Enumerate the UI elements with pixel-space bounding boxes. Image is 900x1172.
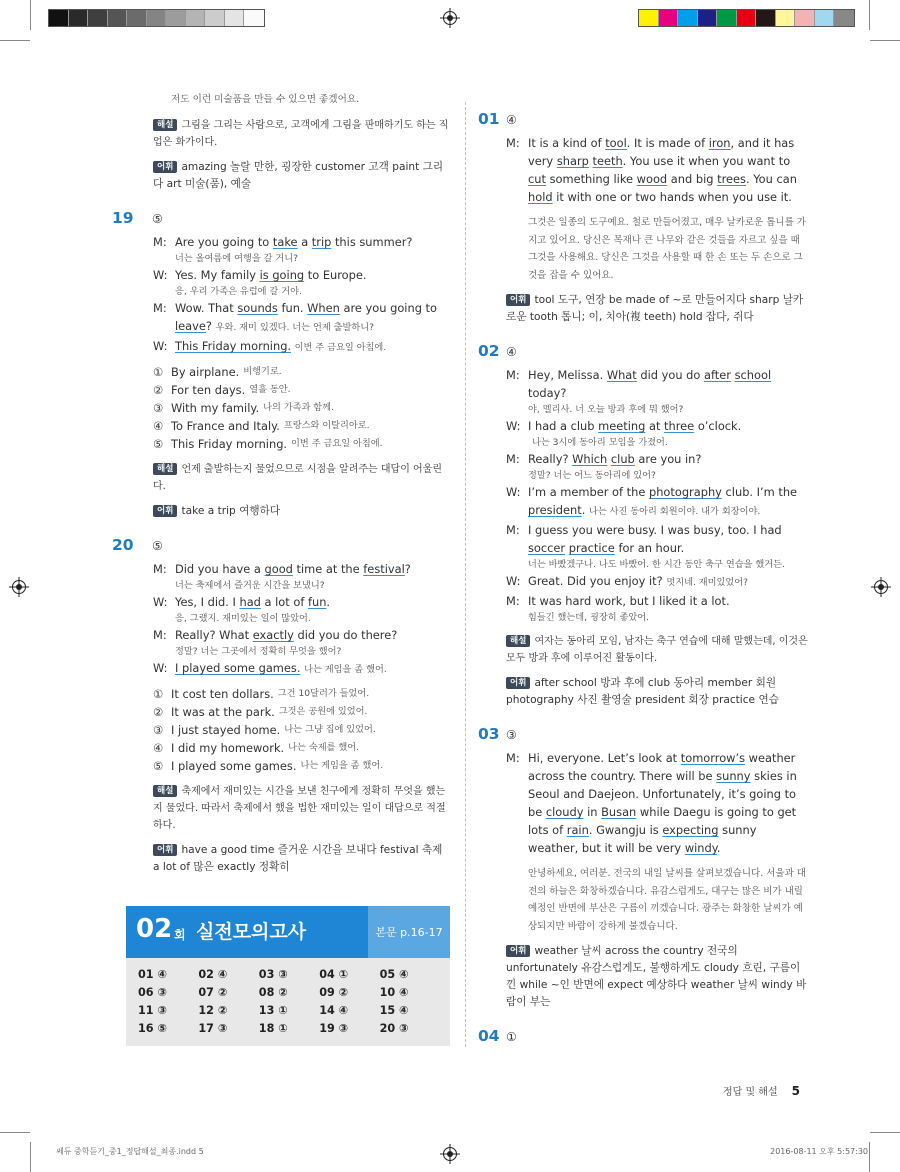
option-translation: 그건 10달러가 들었어.	[277, 688, 370, 699]
question-01-header: 01 ④	[478, 110, 517, 128]
option-translation: 열흘 동안.	[249, 384, 291, 395]
answer-cell: 04 ①	[319, 968, 349, 981]
option-number: ①	[153, 365, 164, 379]
crop-mark	[30, 1142, 31, 1172]
option-number: ②	[153, 383, 164, 397]
question-number: 19	[112, 209, 134, 227]
option-text: For ten days.	[171, 383, 246, 397]
answer-cell: 03 ③	[258, 968, 288, 981]
answer-cell: 18 ①	[258, 1022, 288, 1035]
option-number: ②	[153, 705, 164, 719]
right-column	[478, 102, 810, 1051]
answer-cell: 17 ③	[198, 1022, 228, 1035]
explanation: 해설 여자는 동아리 모임, 남자는 축구 연습에 대해 말했는데, 이것은 모두 방과 후에 이루어진 활동이다.	[506, 636, 808, 664]
page-reference: 본문 p.16-17	[368, 906, 450, 958]
vocab-note: 어휘 amazing 놀랄 만한, 굉장한 customer 고객 paint 그리다 art 미술(품), 예술	[153, 161, 444, 190]
dialogue-line: W: Yes, I did. I had a lot of fun. 응, 그랬지. 재미있는 일이 많았어.	[153, 595, 331, 624]
crop-mark	[0, 1132, 30, 1133]
crop-mark	[0, 40, 30, 41]
footer-label: 정답 및 해설	[722, 1087, 778, 1098]
grayscale-color-bar	[48, 9, 265, 27]
slug-timestamp: 2016-08-11 오후 5:57:30	[770, 1147, 868, 1156]
slug-filename: 쎄듀 중학듣기_중1_정답해설_최종.indd 5	[56, 1147, 204, 1156]
option-number: ③	[153, 723, 164, 737]
registration-mark-right-icon	[874, 580, 888, 594]
haeseol-tag: 해설	[153, 119, 177, 131]
option-translation: 프랑스와 이탈리아로.	[283, 420, 370, 431]
answer-option	[153, 399, 452, 417]
answer-options	[153, 685, 452, 775]
question-20-dialogue	[112, 560, 452, 876]
dialogue-line: M: It was hard work, but I liked it a lot. 힘들긴 했는데, 굉장히 좋았어.	[506, 594, 730, 623]
crop-mark	[869, 1142, 870, 1172]
test-number: 02	[136, 914, 173, 944]
question-19-dialogue	[112, 233, 452, 520]
answer-option	[153, 417, 452, 435]
option-number: ③	[153, 401, 164, 415]
crop-mark	[870, 40, 900, 41]
crop-mark	[870, 1132, 900, 1133]
question-01-script	[478, 134, 810, 326]
question-20-header	[112, 536, 452, 554]
vocab-note: 어휘 take a trip 여행하다	[153, 503, 452, 520]
option-translation: 이번 주 금요일 아침에.	[291, 438, 383, 449]
registration-mark-top-icon	[443, 11, 457, 25]
question-02-header: 02 ④	[478, 342, 517, 360]
question-04-header: 04 ①	[478, 1027, 517, 1045]
answer-cell: 01 ④	[138, 968, 167, 981]
option-text: I played some games.	[171, 759, 297, 773]
dialogue-line: M: It is a kind of tool. It is made of iron, and it has very sharp teeth. You use it when you want to cut something like wood and big trees. You can hold it with one or two hands when you use it.	[506, 136, 797, 204]
question-02-dialogue	[478, 366, 810, 709]
explanation: 해설 축제에서 재미있는 시간을 보낸 친구에게 정확히 무엇을 했는지 물었다. 따라서 축제에서 했을 법한 재미있는 일이 대답으로 적절하다.	[153, 786, 446, 831]
option-translation: 비행기로.	[243, 366, 282, 377]
option-translation: 나는 숙제를 했어.	[288, 742, 360, 753]
registration-mark-bottom-icon	[443, 1147, 457, 1161]
prev-question-tail	[112, 92, 452, 107]
test-suffix: 회	[174, 928, 186, 942]
vocab-note: 어휘 have a good time 즐거운 시간을 보내다 festival 축제 a lot of 많은 exactly 정확히	[153, 844, 443, 873]
answer-option	[153, 685, 452, 703]
dialogue-line: W: I had a club meeting at three o’clock. 나는 3시에 동아리 모임을 가졌어.	[506, 419, 742, 448]
translation: 안녕하세요, 여러분. 전국의 내일 날씨를 살펴보겠습니다. 서울과 대전의 하늘은 화창하겠습니다. 유감스럽게도, 대구는 많은 비가 내릴 예정인 반면에 부산은 구름이 끼겠습니다. 광주는 화창한 날씨가 예상되지만 바람이 강하게 불겠습니다.	[528, 868, 806, 932]
answer-key-header	[126, 906, 450, 958]
answer-cell: 20 ③	[379, 1022, 409, 1035]
option-text: This Friday morning.	[171, 437, 288, 451]
page-number: 5	[791, 1084, 800, 1098]
eohwi-tag: 어휘	[153, 161, 177, 173]
dialogue-line: M: Really? Which club are you in? 정말? 너는 어느 동아리에 있어?	[506, 452, 702, 481]
dialogue-line: M: Wow. That sounds fun. When are you going to leave? 우와. 재미 있겠다. 너는 언제 출발하니?	[153, 301, 437, 333]
answer-cell: 16 ⑤	[138, 1022, 167, 1035]
answer-cell: 10 ④	[379, 986, 409, 999]
dialogue-line: M: Really? What exactly did you do there? 정말? 너는 그곳에서 정확히 무엇을 했어?	[153, 628, 398, 657]
crop-mark	[869, 0, 870, 30]
option-number: ⑤	[153, 759, 164, 773]
option-text: It was at the park.	[171, 705, 275, 719]
option-text: It cost ten dollars.	[171, 687, 274, 701]
answer-option	[153, 363, 452, 381]
explanation: 해설 언제 출발하는지 물었으므로 시점을 알려주는 대답이 어울린다.	[153, 464, 443, 492]
vocab-note: 어휘 weather 날씨 across the country 전국의 unfortunately 유감스럽게도, 불행하게도 cloudy 흐린, 구름이 낀 while ~인 반면에 expect 예상하다 weather 날씨 windy 바람이 부는	[506, 945, 807, 1008]
option-text: I did my homework.	[171, 741, 285, 755]
test-title: 실전모의고사	[196, 921, 307, 943]
answer-cell: 11 ③	[138, 1004, 167, 1017]
answer-cell: 08 ②	[258, 986, 288, 999]
dialogue-line: W: This Friday morning. 이번 주 금요일 아침에.	[153, 339, 387, 353]
vocab-note: 어휘 after school 방과 후에 club 동아리 member 회원 photography 사진 촬영술 president 회장 practice 연습	[506, 677, 779, 706]
translation: 저도 이런 미술품을 만들 수 있으면 좋겠어요.	[171, 94, 360, 105]
dialogue-line: W: I played some games. 나는 게임을 좀 했어.	[153, 661, 387, 675]
page-footer	[723, 1083, 800, 1098]
dialogue-line: M: I guess you were busy. I was busy, too. I had soccer practice for an hour. 너는 바빴겠구나. 나도 바빴어. 한 시간 동안 축구 연습을 했거든.	[506, 523, 785, 570]
answer-option	[153, 757, 452, 775]
explanation: 해설 그림을 그리는 사람으로, 고객에게 그림을 판매하기도 하는 직업은 화가이다.	[153, 120, 449, 148]
answer-cell: 05 ④	[379, 968, 409, 981]
dialogue-line: M: Are you going to take a trip this summer? 너는 올여름에 여행을 갈 거니?	[153, 235, 413, 264]
answer-cell: 13 ①	[258, 1004, 288, 1017]
dialogue-line: M: Hi, everyone. Let’s look at tomorrow’s weather across the country. There will be sunny skies in Seoul and Daejeon. Unfortunately, it’s going to be cloudy in Busan while Daegu is going to get lots of rain. Gwangju is expecting sunny weather, but it will be very windy.	[506, 751, 797, 855]
option-translation: 나는 게임을 좀 했어.	[300, 760, 384, 771]
answer-option	[153, 721, 452, 739]
answer-options	[153, 363, 452, 453]
answer-cell: 09 ②	[319, 986, 349, 999]
dialogue-line: M: Did you have a good time at the festival? 너는 축제에서 즐거운 시간을 보냈니?	[153, 562, 411, 591]
option-translation: 나의 가족과 함께.	[263, 402, 334, 413]
translation: 그것은 일종의 도구예요. 철로 만들어졌고, 매우 날카로운 톱니를 가지고 있어요. 당신은 목재나 큰 나무와 같은 것들을 자르고 싶을 때 그것을 사용해요. 당신은 그것을 사용할 때 한 손 또는 두 손으로 그것을 잡을 수 있어요.	[528, 217, 806, 281]
option-text: I just stayed home.	[171, 723, 281, 737]
answer-cell: 07 ②	[198, 986, 228, 999]
answer-option	[153, 703, 452, 721]
question-answer: ⑤	[152, 212, 163, 226]
option-translation: 나는 그냥 집에 있었어.	[284, 724, 376, 735]
answer-option	[153, 381, 452, 399]
question-03-header: 03 ③	[478, 725, 517, 743]
answer-key-box	[126, 906, 450, 1046]
dialogue-line: W: Yes. My family is going to Europe. 응, 우리 가족은 유럽에 갈 거야.	[153, 268, 367, 297]
dialogue-line: W: Great. Did you enjoy it? 멋지네. 재미있었어?	[506, 574, 749, 588]
answer-cell: 02 ④	[198, 968, 228, 981]
answer-option	[153, 739, 452, 757]
left-column	[112, 92, 452, 876]
option-number: ⑤	[153, 437, 164, 451]
dialogue-line: M: Hey, Melissa. What did you do after school today? 야, 멜리사. 너 오늘 방과 후에 뭐 했어?	[506, 368, 772, 415]
answer-cell: 14 ④	[319, 1004, 349, 1017]
answer-cell: 15 ④	[379, 1004, 409, 1017]
question-answer: ⑤	[152, 539, 163, 553]
option-number: ④	[153, 419, 164, 433]
option-text: By airplane.	[171, 365, 240, 379]
registration-mark-left-icon	[12, 580, 26, 594]
option-translation: 그것은 공원에 있었어.	[278, 706, 368, 717]
crop-mark	[30, 0, 31, 30]
column-divider	[465, 102, 466, 1047]
answer-cell: 06 ③	[138, 986, 167, 999]
option-number: ④	[153, 741, 164, 755]
answer-option	[153, 435, 452, 453]
option-number: ①	[153, 687, 164, 701]
option-text: With my family.	[171, 401, 260, 415]
option-text: To France and Italy.	[171, 419, 280, 433]
answer-cell: 19 ③	[319, 1022, 349, 1035]
question-number: 20	[112, 536, 134, 554]
dialogue-line: W: I’m a member of the photography club. I’m the president. 나는 사진 동아리 회원이야. 내가 회장이야.	[506, 485, 798, 517]
vocab-note: 어휘 tool 도구, 연장 be made of ~로 만들어지다 sharp 날카로운 tooth 톱니; 이, 치아(複 teeth) hold 잡다, 쥐다	[506, 294, 804, 323]
answer-grid	[126, 958, 450, 1037]
answer-cell: 12 ②	[198, 1004, 228, 1017]
cmyk-color-bar	[638, 9, 855, 27]
question-03-script	[478, 749, 810, 1011]
question-19-header	[112, 209, 452, 227]
